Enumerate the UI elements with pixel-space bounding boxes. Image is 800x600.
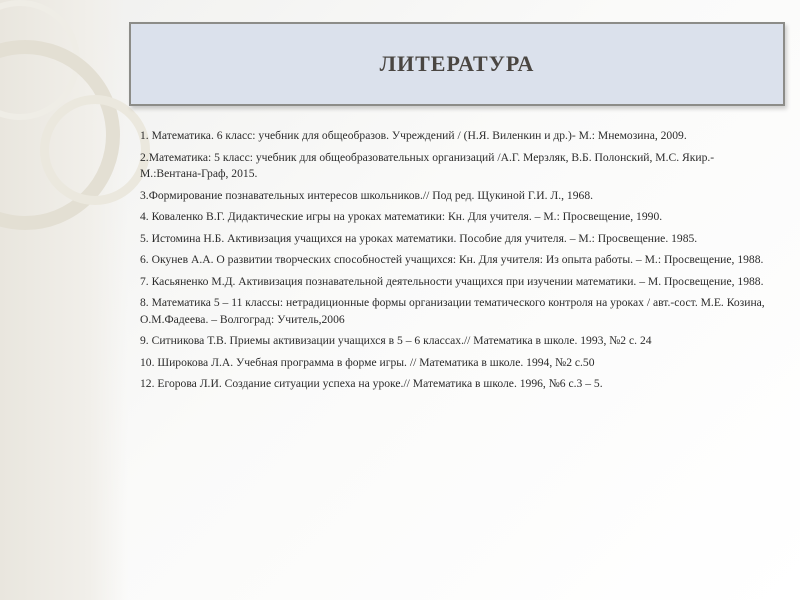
reference-item: 1. Математика. 6 класс: учебник для общеобразов. Учреждений / (Н.Я. Виленкин и др.)- М.: Мнемозина, 2009.	[140, 129, 687, 142]
reference-item: 12. Егорова Л.И. Создание ситуации успеха на уроке.// Математика в школе. 1996, №6 с.3 – 5.	[140, 377, 603, 390]
decorative-ring	[40, 95, 150, 205]
title-box	[129, 22, 785, 106]
reference-item: 5. Истомина Н.Б. Активизация учащихся на уроках математики. Пособие для учителя. – М.: Просвещение. 1985.	[140, 231, 698, 245]
reference-item: 2.Математика: 5 класс: учебник для общеобразовательных организаций /А.Г. Мерзляк, В.Б. Полонский, М.С. Якир.-М.:Вентана-Граф, 2015.	[140, 150, 715, 180]
reference-item: 6. Окунев А.А. О развитии творческих способностей учащихся: Кн. Для учителя: Из опыта работы. – М.: Просвещение, 1988.	[140, 253, 764, 266]
reference-item: 7. Касьяненко М.Д. Активизация познавательной деятельности учащихся при изучении математики. – М. Просвещение, 1988.	[140, 274, 764, 288]
reference-item: 3.Формирование познавательных интересов школьников.// Под ред. Щукиной Г.И. Л., 1968.	[140, 188, 594, 202]
reference-item: 8. Математика 5 – 11 классы: нетрадиционные формы организации тематического контроля на уроках / авт.-сост. М.Е. Козина, О.М.Фадеева. – Волгоград: Учитель,2006	[140, 296, 765, 326]
reference-list	[140, 128, 770, 398]
slide-title: ЛИТЕРАТУРА	[379, 51, 535, 76]
reference-item: 4. Коваленко В.Г. Дидактические игры на уроках математики: Кн. Для учителя. – М.: Просвещение, 1990.	[140, 210, 663, 223]
reference-item: 10. Широкова Л.А. Учебная программа в форме игры. // Математика в школе. 1994, №2 с.50	[140, 355, 595, 369]
reference-item: 9. Ситникова Т.В. Приемы активизации учащихся в 5 – 6 классах.// Математика в школе. 1993, №2 с. 24	[140, 334, 652, 347]
